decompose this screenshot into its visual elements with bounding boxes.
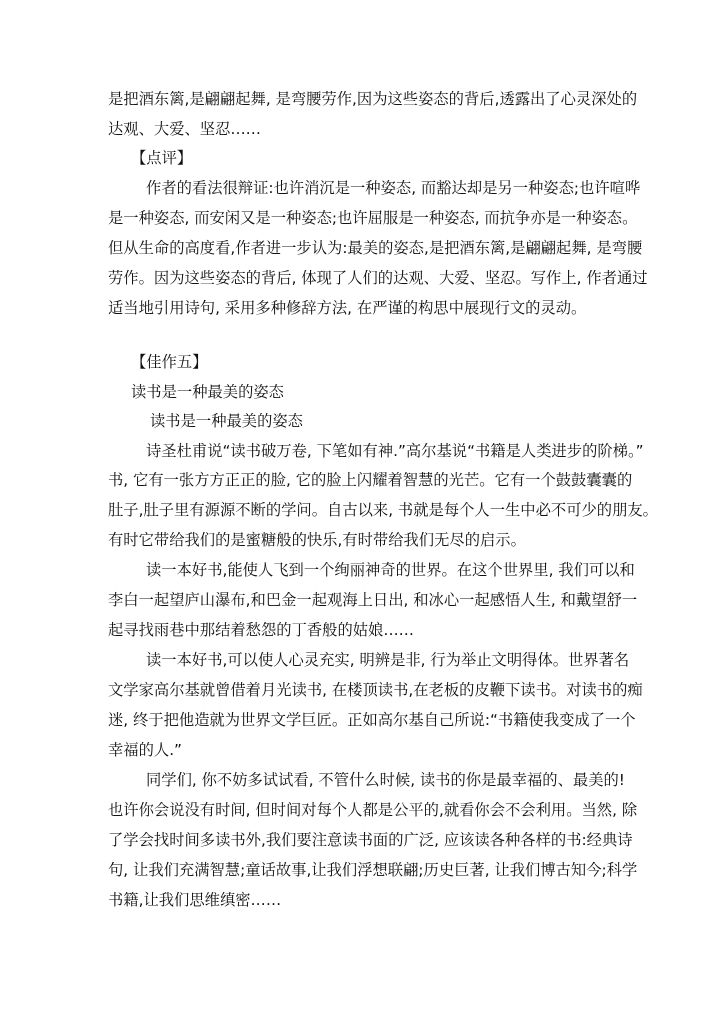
text-line: 肚子,肚子里有源源不断的学问。自古以来, 书就是每个人一生中必不可少的朋友。 xyxy=(108,501,658,519)
text-line: 作者的看法很辩证:也许消沉是一种姿态, 而豁达却是另一种姿态;也许喧哗 xyxy=(146,179,641,197)
section-label-review: 【点评】 xyxy=(131,149,193,167)
article-subtitle: 读书是一种最美的姿态 xyxy=(150,412,303,430)
text-line: 句, 让我们充满智慧;童话故事,让我们浮想联翩;历史巨著, 让我们博古知今;科学 xyxy=(108,861,638,879)
text-line: 同学们, 你不妨多试试看, 不管什么时候, 读书的你是最幸福的、最美的! xyxy=(146,771,625,789)
article-title: 读书是一种最美的姿态 xyxy=(131,383,284,401)
text-line: 适当地引用诗句, 采用多种修辞方法, 在严谨的构思中展现行文的灵动。 xyxy=(108,299,587,317)
text-line: 达观、大爱、坚忍…… xyxy=(108,120,261,138)
text-line: 书籍,让我们思维缜密…… xyxy=(108,891,282,909)
text-line: 读一本好书,可以使人心灵充实, 明辨是非, 行为举止文明得体。世界著名 xyxy=(146,651,630,669)
text-line: 起寻找雨巷中那结着愁怨的丁香般的姑娘…… xyxy=(108,621,414,639)
text-line: 是把酒东篱,是翩翩起舞, 是弯腰劳作,因为这些姿态的背后,透露出了心灵深处的 xyxy=(108,90,638,108)
text-line: 是一种姿态, 而安闲又是一种姿态;也许屈服是一种姿态, 而抗争亦是一种姿态。 xyxy=(108,209,638,227)
text-line: 也许你会说没有时间, 但时间对每个人都是公平的,就看你会不会利用。当然, 除 xyxy=(108,801,638,819)
text-line: 文学家高尔基就曾借着月光读书, 在楼顶读书,在老板的皮鞭下读书。对读书的痴 xyxy=(108,681,643,699)
text-line: 诗圣杜甫说“读书破万卷, 下笔如有神.”高尔基说“书籍是人类进步的阶梯。” xyxy=(146,442,644,460)
text-line: 书, 它有一张方方正正的脸, 它的脸上闪耀着智慧的光芒。它有一个鼓鼓囊囊的 xyxy=(108,471,633,489)
section-label-excellent-five: 【佳作五】 xyxy=(131,353,208,371)
text-line: 幸福的人.” xyxy=(108,741,182,759)
text-line: 李白一起望庐山瀑布,和巴金一起观海上日出, 和冰心一起感悟人生, 和戴望舒一 xyxy=(108,591,638,609)
text-line: 劳作。因为这些姿态的背后, 体现了人们的达观、大爱、坚忍。写作上, 作者通过 xyxy=(108,269,648,287)
text-line: 读一本好书,能使人飞到一个绚丽神奇的世界。在这个世界里, 我们可以和 xyxy=(146,561,635,579)
text-line: 迷, 终于把他造就为世界文学巨匠。正如高尔基自己所说:“书籍使我变成了一个 xyxy=(108,711,636,729)
text-line: 但从生命的高度看,作者进一步认为:最美的姿态,是把酒东篱,是翩翩起舞, 是弯腰 xyxy=(108,239,643,257)
text-line: 了学会找时间多读书外,我们要注意读书面的广泛, 应该读各种各样的书:经典诗 xyxy=(108,831,633,849)
text-line: 有时它带给我们的是蜜糖般的快乐,有时带给我们无尽的启示。 xyxy=(108,531,526,549)
